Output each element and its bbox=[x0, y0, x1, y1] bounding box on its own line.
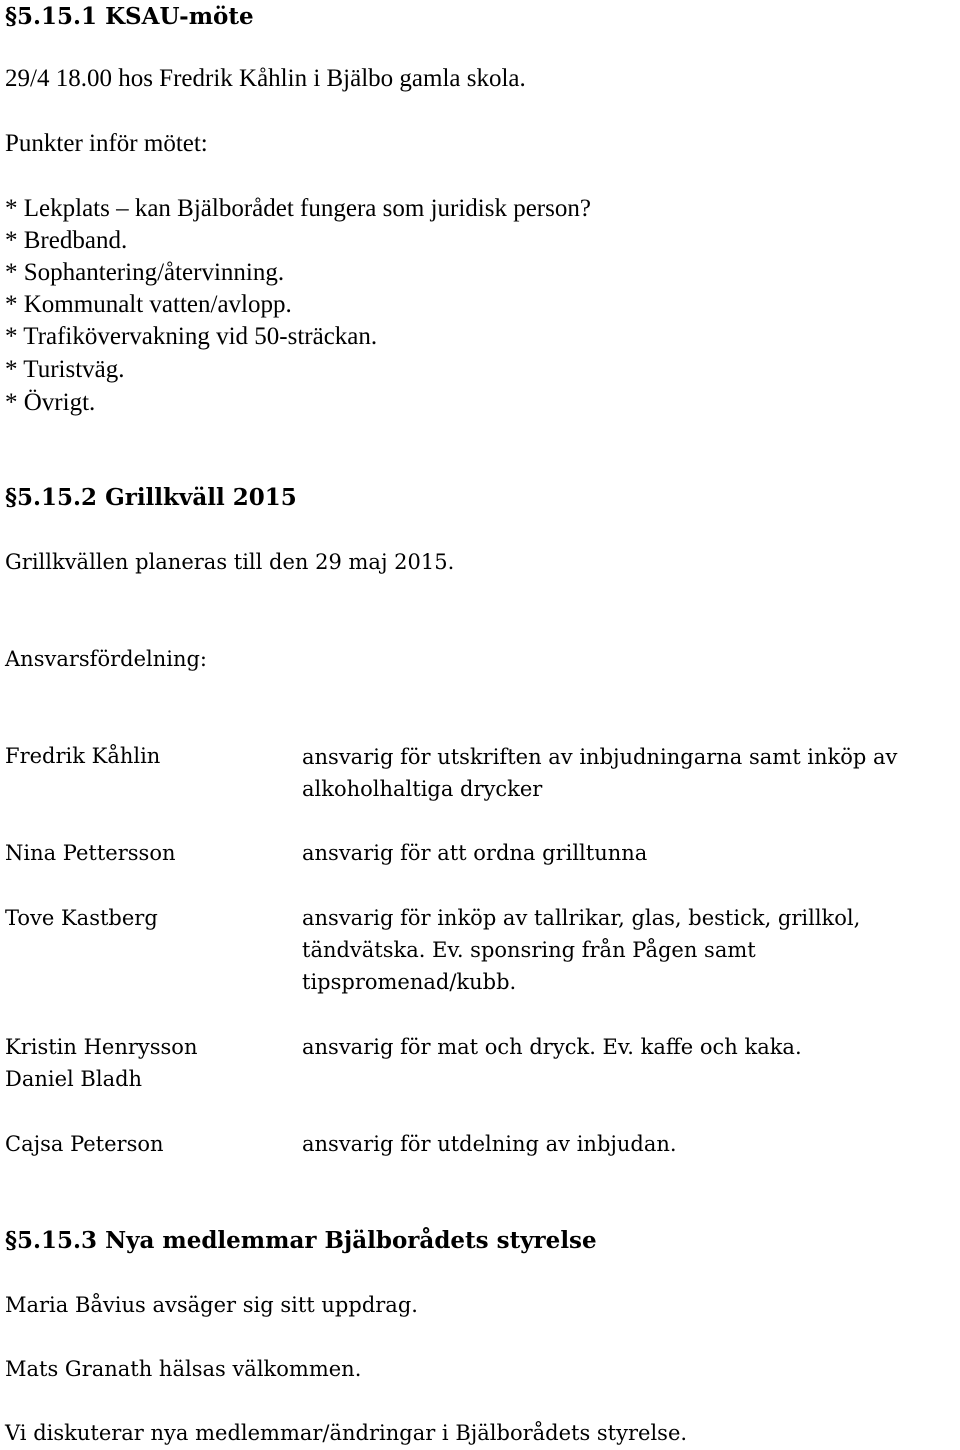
paragraph: Maria Båvius avsäger sig sitt uppdrag. bbox=[5, 1293, 418, 1317]
assignment-task: ansvarig för mat och dryck. Ev. kaffe och kaka. bbox=[302, 1035, 802, 1059]
assignment-name: Daniel Bladh bbox=[5, 1067, 143, 1091]
paragraph: Vi diskuterar nya medlemmar/ändringar i Bjälborådets styrelse. bbox=[5, 1421, 688, 1445]
assignment-name: Nina Pettersson bbox=[5, 841, 176, 865]
paragraph: Mats Granath hälsas välkommen. bbox=[5, 1357, 362, 1381]
section-heading-nya-medlemmar: §5.15.3 Nya medlemmar Bjälborådets styrelse bbox=[5, 1227, 597, 1254]
point-item: * Turistväg. bbox=[5, 356, 125, 383]
assignment-name: Fredrik Kåhlin bbox=[5, 744, 161, 768]
point-item: * Kommunalt vatten/avlopp. bbox=[5, 291, 292, 318]
assignment-name: Cajsa Peterson bbox=[5, 1132, 164, 1156]
assignment-task: ansvarig för inköp av tallrikar, glas, bestick, grillkol, tändvätska. Ev. sponsring från Pågen samt tipspromenad/kubb. bbox=[302, 906, 861, 994]
point-item: * Bredband. bbox=[5, 227, 128, 254]
point-item: * Sophantering/återvinning. bbox=[5, 259, 285, 286]
assignment-name: Tove Kastberg bbox=[5, 906, 158, 930]
assignment-name: Kristin Henrysson bbox=[5, 1035, 198, 1059]
section-heading-grillkvall: §5.15.2 Grillkväll 2015 bbox=[5, 484, 297, 511]
assignment-task: ansvarig för utdelning av inbjudan. bbox=[302, 1132, 677, 1156]
point-item: * Övrigt. bbox=[5, 389, 96, 416]
assignment-task: ansvarig för att ordna grilltunna bbox=[302, 841, 648, 865]
meeting-info: 29/4 18.00 hos Fredrik Kåhlin i Bjälbo gamla skola. bbox=[5, 65, 526, 92]
section-heading-ksau: §5.15.1 KSAU-möte bbox=[5, 3, 254, 30]
points-intro: Punkter inför mötet: bbox=[5, 130, 208, 157]
point-item: * Lekplats – kan Bjälborådet fungera som juridisk person? bbox=[5, 195, 591, 222]
assignment-task: ansvarig för utskriften av inbjudningarna samt inköp av alkoholhaltiga drycker bbox=[302, 745, 898, 801]
responsibility-title: Ansvarsfördelning: bbox=[5, 647, 207, 671]
grill-intro: Grillkvällen planeras till den 29 maj 2015. bbox=[5, 550, 455, 574]
point-item: * Trafikövervakning vid 50-sträckan. bbox=[5, 323, 378, 350]
